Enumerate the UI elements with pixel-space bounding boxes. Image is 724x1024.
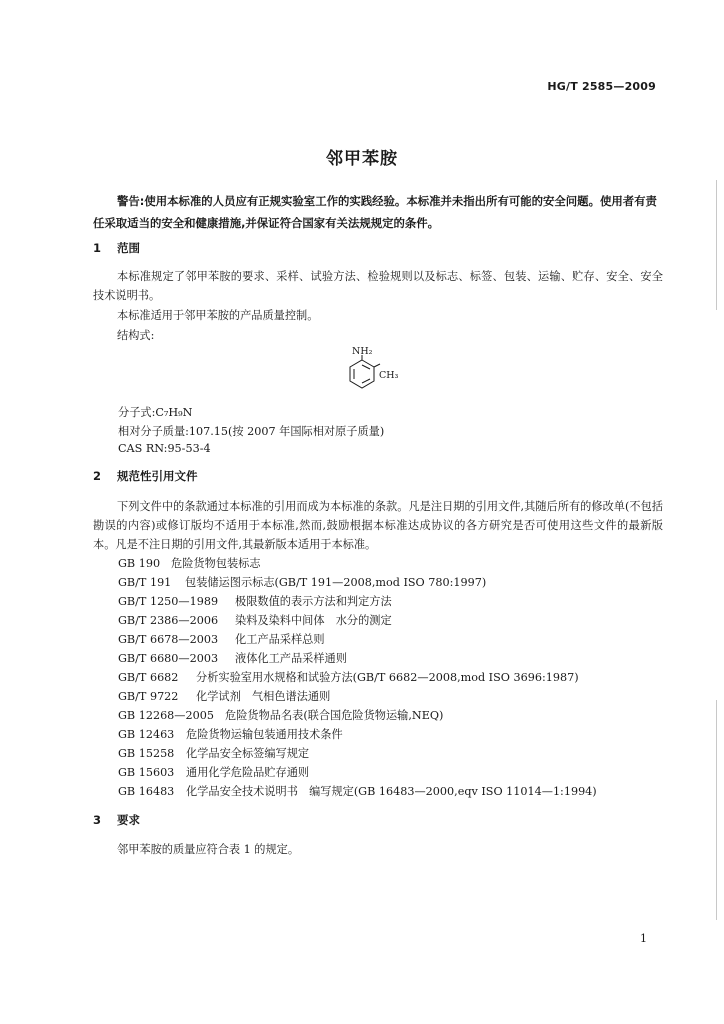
structure-label: 结构式: [117, 329, 155, 342]
section-2-title: 规范性引用文件 [117, 469, 198, 483]
reference-item: GB 12268—2005 危险货物品名表(联合国危险货物运输,NEQ) [118, 709, 444, 722]
document-title: 邻甲苯胺 [326, 149, 398, 169]
scope-paragraph-2: 本标准适用于邻甲苯胺的产品质量控制。 [117, 309, 319, 322]
structure-methyl-group: CH₃ [379, 370, 399, 381]
molecular-mass: 相对分子质量:107.15(按 2007 年国际相对原子质量) [118, 425, 385, 438]
section-1-heading [93, 240, 140, 256]
reference-item: GB/T 6682 分析实验室用水规格和试验方法(GB/T 6682—2008,mod ISO 3696:1987) [118, 671, 579, 684]
reference-item: GB/T 9722 化学试剂 气相色谱法通则 [118, 690, 331, 703]
section-2-heading [93, 468, 198, 484]
scan-edge-line [716, 180, 717, 310]
page-number: 1 [640, 932, 647, 945]
section-2-number: 2 [93, 469, 102, 483]
section-3-number: 3 [93, 813, 102, 827]
references-intro: 下列文件中的条款通过本标准的引用而成为本标准的条款。凡是注日期的引用文件,其随后所有的修改单(不包括勘误的内容)或修订版均不适用于本标准,然而,鼓励根据本标准达成协议的各方研究是否可使用这些文件的最新版本。凡是不注日期的引用文件,其最新版本适用于本标准。 [93, 500, 663, 551]
scope-paragraph-1: 本标准规定了邻甲苯胺的要求、采样、试验方法、检验规则以及标志、标签、包装、运输、贮存、安全、安全技术说明书。 [93, 270, 663, 302]
reference-item: GB 16483 化学品安全技术说明书 编写规定(GB 16483—2000,eqv ISO 11014—1:1994) [118, 785, 597, 798]
reference-item: GB 15603 通用化学危险品贮存通则 [118, 766, 310, 779]
section-3-title: 要求 [117, 813, 140, 827]
molecular-formula: 分子式:C₇H₉N [118, 406, 193, 419]
requirements-paragraph: 邻甲苯胺的质量应符合表 1 的规定。 [117, 843, 300, 856]
standard-code: HG/T 2585—2009 [547, 80, 656, 93]
cas-number: CAS RN:95-53-4 [118, 442, 211, 455]
reference-item: GB/T 191 包装储运图示标志(GB/T 191—2008,mod ISO 780:1997) [118, 576, 487, 589]
warning-paragraph: 警告:使用本标准的人员应有正规实验室工作的实践经验。本标准并未指出所有可能的安全问题。使用者有责任采取适当的安全和健康措施,并保证符合国家有关法规规定的条件。 [93, 194, 657, 230]
reference-item: GB/T 6678—2003 化工产品采样总则 [118, 633, 325, 646]
reference-item: GB/T 6680—2003 液体化工产品采样通则 [118, 652, 347, 665]
reference-item: GB 15258 化学品安全标签编写规定 [118, 747, 310, 760]
section-1-title: 范围 [117, 241, 140, 255]
reference-item: GB 12463 危险货物运输包装通用技术条件 [118, 728, 343, 741]
scan-edge-line [716, 700, 717, 920]
section-1-number: 1 [93, 241, 102, 255]
reference-item: GB/T 2386—2006 染料及染料中间体 水分的测定 [118, 614, 392, 627]
section-3-heading [93, 812, 140, 828]
reference-item: GB 190 危险货物包装标志 [118, 557, 261, 570]
reference-item: GB/T 1250—1989 极限数值的表示方法和判定方法 [118, 595, 392, 608]
structure-amino-group: NH₂ [352, 346, 373, 357]
